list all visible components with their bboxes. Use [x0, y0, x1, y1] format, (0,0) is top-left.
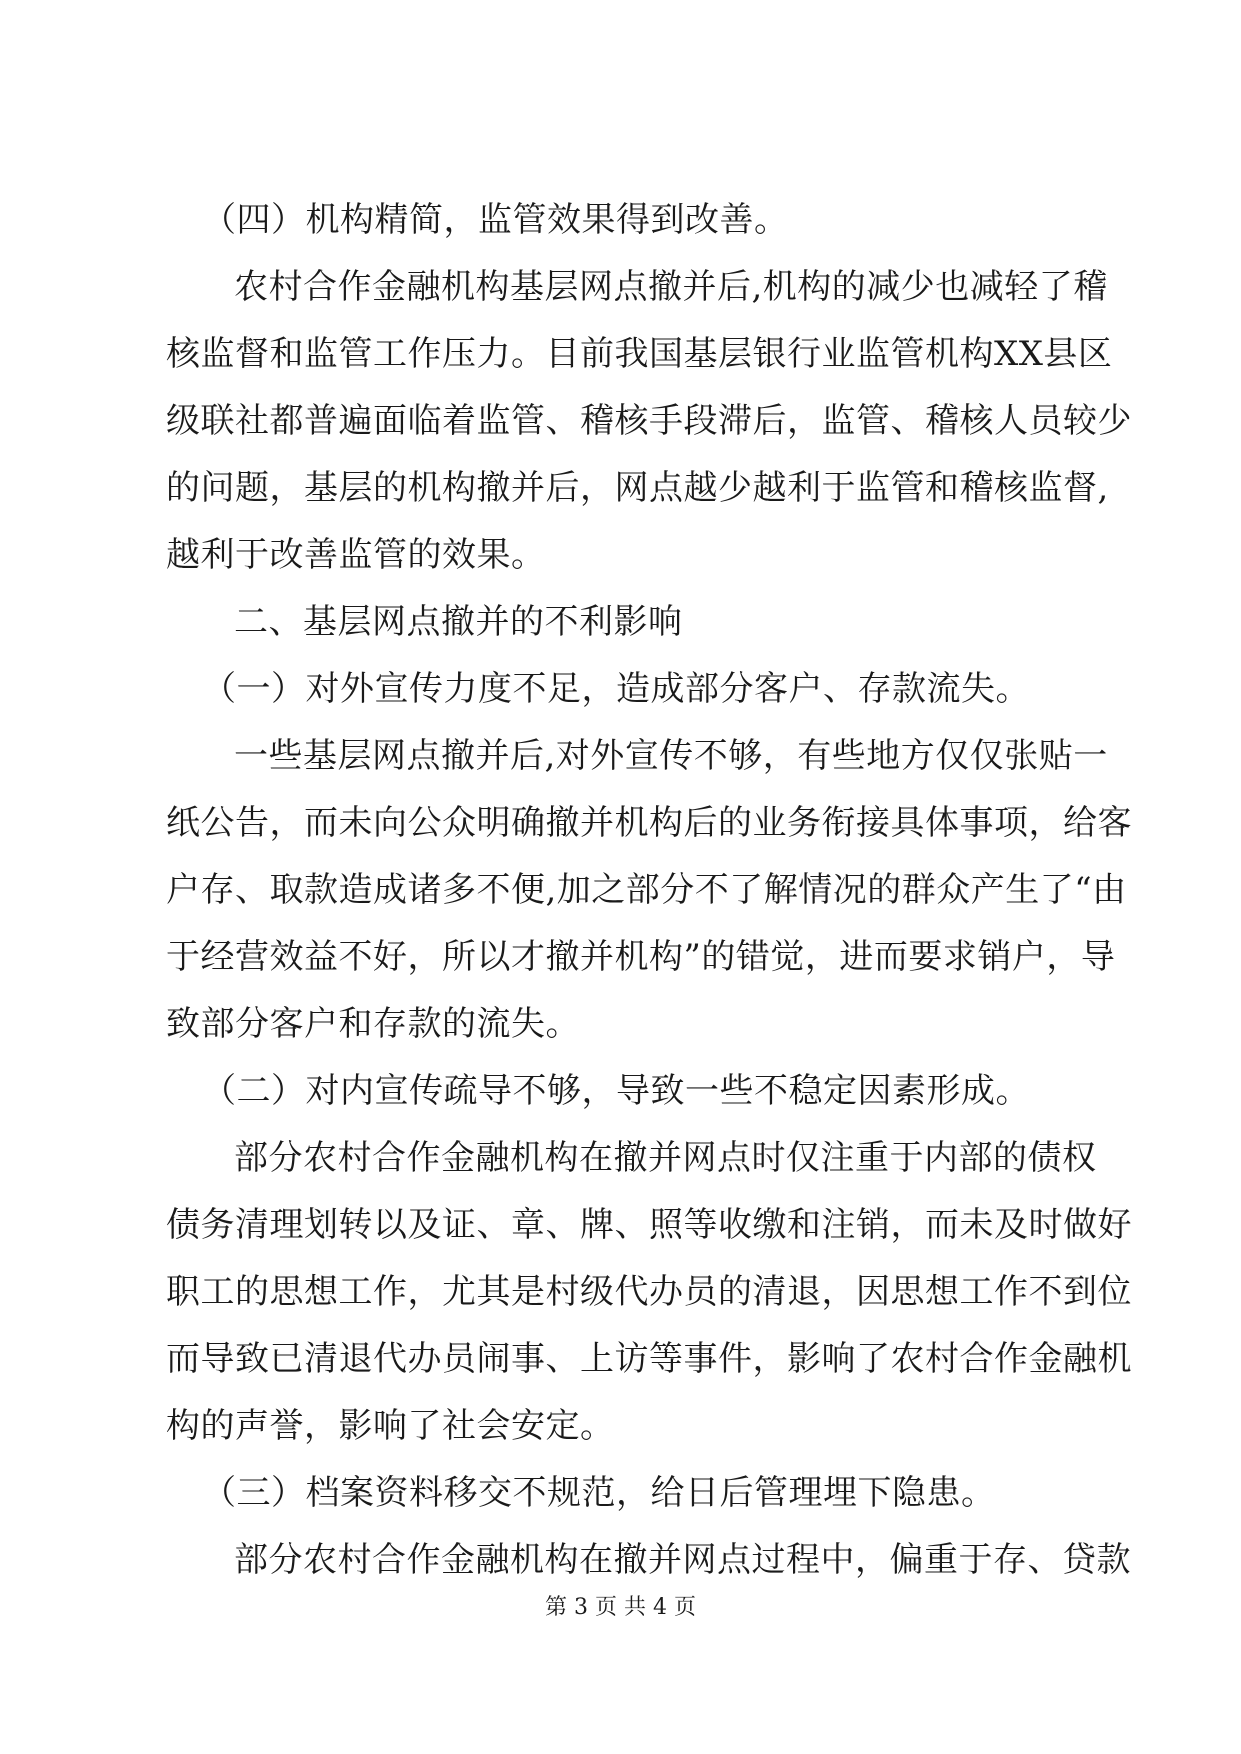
paragraph-line: 债务清理划转以及证、章、牌、照等收缴和注销，而未及时做好: [166, 1205, 1132, 1245]
paragraph-line: 户存、取款造成诸多不便,加之部分不了解情况的群众产生了“由: [166, 870, 1127, 910]
paragraph-line: 一些基层网点撤并后,对外宣传不够，有些地方仅仅张贴一: [234, 736, 1108, 776]
paragraph-line: 职工的思想工作，尤其是村级代办员的清退，因思想工作不到位: [166, 1272, 1132, 1312]
section-heading-1: （一）对外宣传力度不足，造成部分客户、存款流失。: [202, 669, 1030, 709]
paragraph-line: 纸公告，而未向公众明确撤并机构后的业务衔接具体事项，给客: [166, 803, 1132, 843]
paragraph-line: 于经营效益不好，所以才撤并机构”的错觉，进而要求销户，导: [166, 937, 1116, 977]
page-number-footer: 第 3 页 共 4 页: [545, 1595, 696, 1620]
paragraph-line: 构的声誉，影响了社会安定。: [166, 1406, 615, 1446]
paragraph-line: 越利于改善监管的效果。: [166, 535, 546, 575]
paragraph-line: 致部分客户和存款的流失。: [166, 1004, 580, 1044]
paragraph-line: 核监督和监管工作压力。目前我国基层银行业监管机构XX县区: [166, 334, 1113, 374]
section-heading-4: （四）机构精简，监管效果得到改善。: [202, 200, 789, 240]
paragraph-line: 的问题，基层的机构撤并后，网点越少越利于监管和稽核监督,: [166, 468, 1109, 508]
section-heading-3: （三）档案资料移交不规范，给日后管理埋下隐患。: [202, 1473, 996, 1513]
paragraph-line: 部分农村合作金融机构在撤并网点时仅注重于内部的债权: [234, 1138, 1097, 1178]
paragraph-line: 农村合作金融机构基层网点撤并后,机构的减少也减轻了稽: [234, 267, 1108, 307]
paragraph-line: 而导致已清退代办员闹事、上访等事件，影响了农村合作金融机: [166, 1339, 1132, 1379]
section-heading-main: 二、基层网点撤并的不利影响: [234, 602, 683, 642]
paragraph-line: 部分农村合作金融机构在撤并网点过程中，偏重于存、贷款: [234, 1540, 1131, 1580]
paragraph-line: 级联社都普遍面临着监管、稽核手段滞后，监管、稽核人员较少: [166, 401, 1132, 441]
section-heading-2: （二）对内宣传疏导不够，导致一些不稳定因素形成。: [202, 1071, 1030, 1111]
